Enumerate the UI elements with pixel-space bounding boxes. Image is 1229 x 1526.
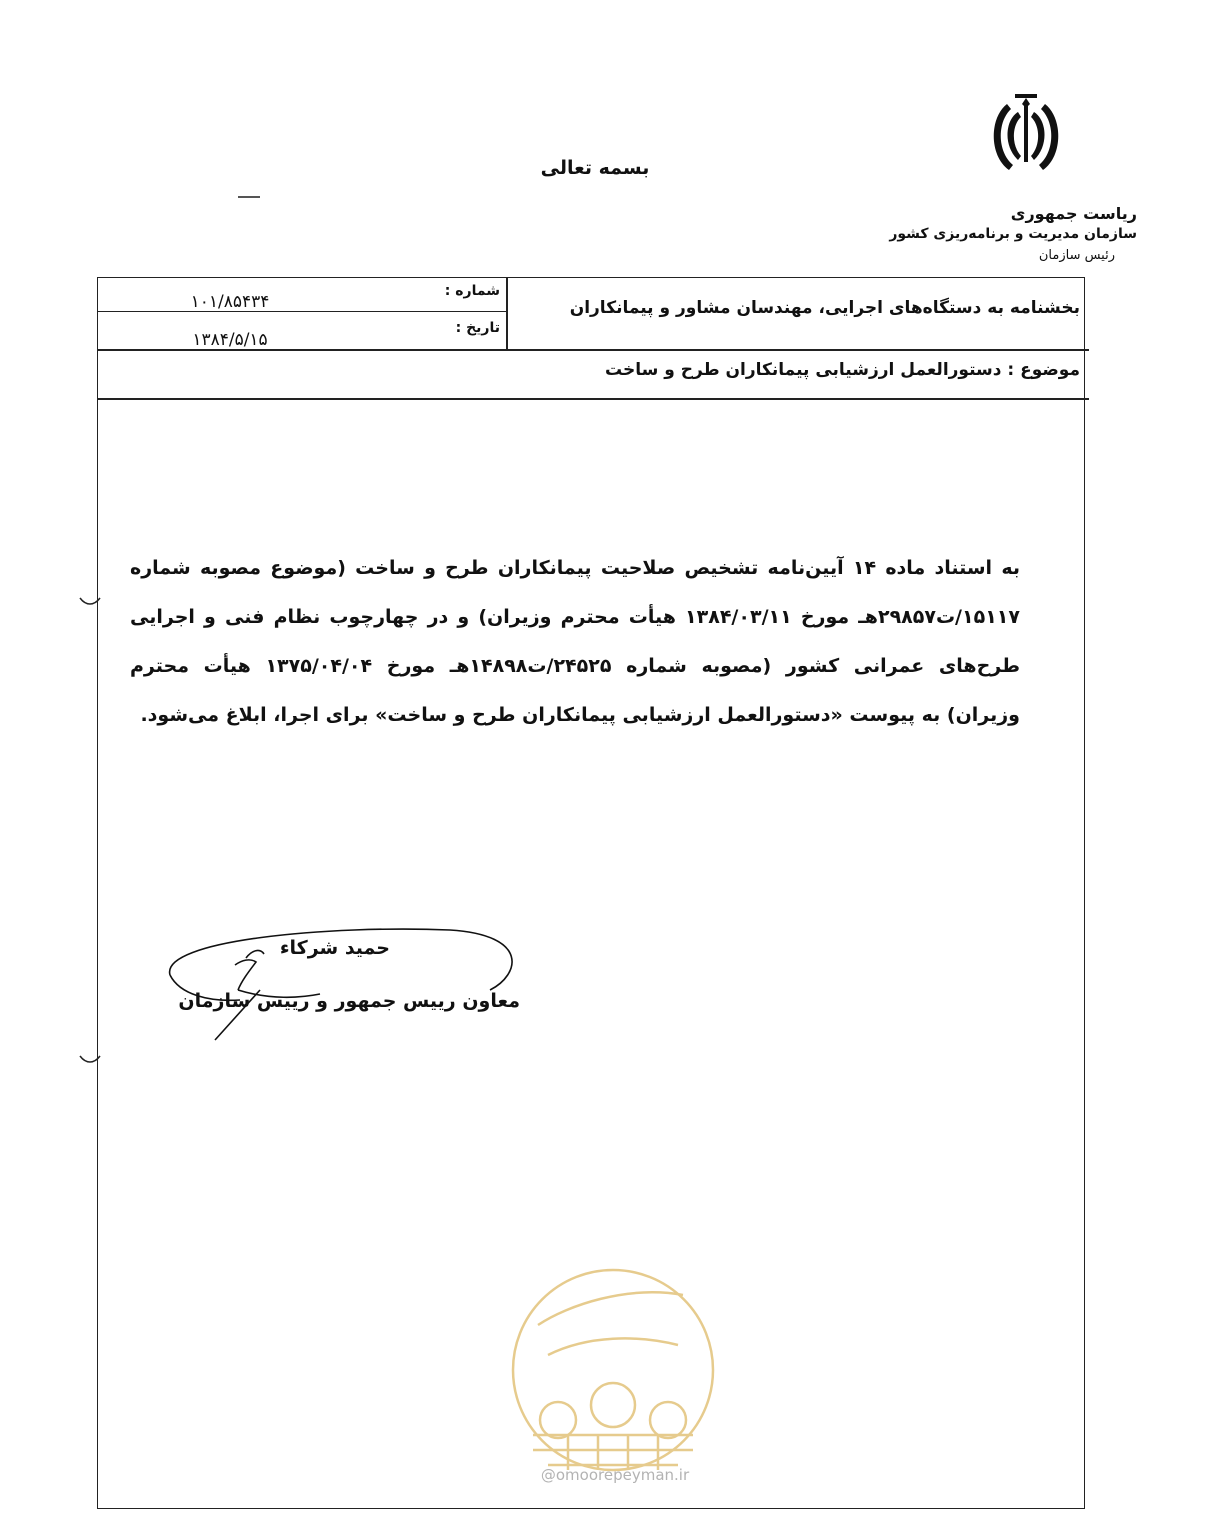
number-date-divider bbox=[97, 311, 507, 312]
org-line-head: رئیس سازمان bbox=[1038, 248, 1115, 263]
column-divider bbox=[506, 277, 508, 349]
scan-mark bbox=[238, 196, 260, 198]
binding-mark bbox=[78, 592, 102, 616]
org-line-presidency: ریاست جمهوری bbox=[1010, 204, 1137, 223]
org-line-organization: سازمان مدیریت و برنامه‌ریزی کشور bbox=[889, 226, 1137, 242]
watermark-url: @omoorepeyman.ir bbox=[540, 1466, 690, 1484]
date-label: تاریخ : bbox=[455, 320, 500, 336]
binding-mark bbox=[78, 1050, 102, 1074]
iran-emblem-icon bbox=[985, 90, 1067, 178]
subject-divider bbox=[97, 398, 1089, 400]
recipient-line: بخشنامه به دستگاه‌های اجرایی، مهندسان مشاور و پیمانکاران bbox=[569, 298, 1080, 318]
signer-name: حمید شرکاء bbox=[279, 937, 390, 959]
issuing-organization bbox=[837, 203, 1137, 266]
subject-line: موضوع : دستورالعمل ارزشیابی پیمانکاران طرح و ساخت bbox=[605, 360, 1080, 380]
bismillah-heading: بسمه تعالی bbox=[540, 157, 650, 179]
letter-date: ۱۳۸۴/۵/۱۵ bbox=[192, 330, 268, 350]
watermark-logo bbox=[508, 1265, 718, 1495]
signer-title: معاون رییس جمهور و رییس سازمان bbox=[178, 990, 520, 1012]
letter-number: ۱۰۱/۸۵۴۳۴ bbox=[190, 292, 270, 312]
number-label: شماره : bbox=[444, 283, 500, 299]
body-paragraph: به استناد ماده ۱۴ آیین‌نامه تشخیص صلاحیت پیمانکاران طرح و ساخت (موضوع مصوبه شماره ۱۵۱۱۷/ت۲۹۸۵۷هـ مورخ ۱۳۸۴/۰۳/۱۱ هیأت محترم وزیران) و در چهارچوب نظام فنی و اجرایی طرح‌های عمرانی کشور (مصوبه شماره ۲۴۵۲۵/ت۱۴۸۹۸هـ مورخ ۱۳۷۵/۰۴/۰۴ هیأت محترم وزیران) به پیوست «دستورالعمل ارزشیابی پیمانکاران طرح و ساخت» برای اجرا، ابلاغ می‌شود. bbox=[130, 557, 1020, 726]
